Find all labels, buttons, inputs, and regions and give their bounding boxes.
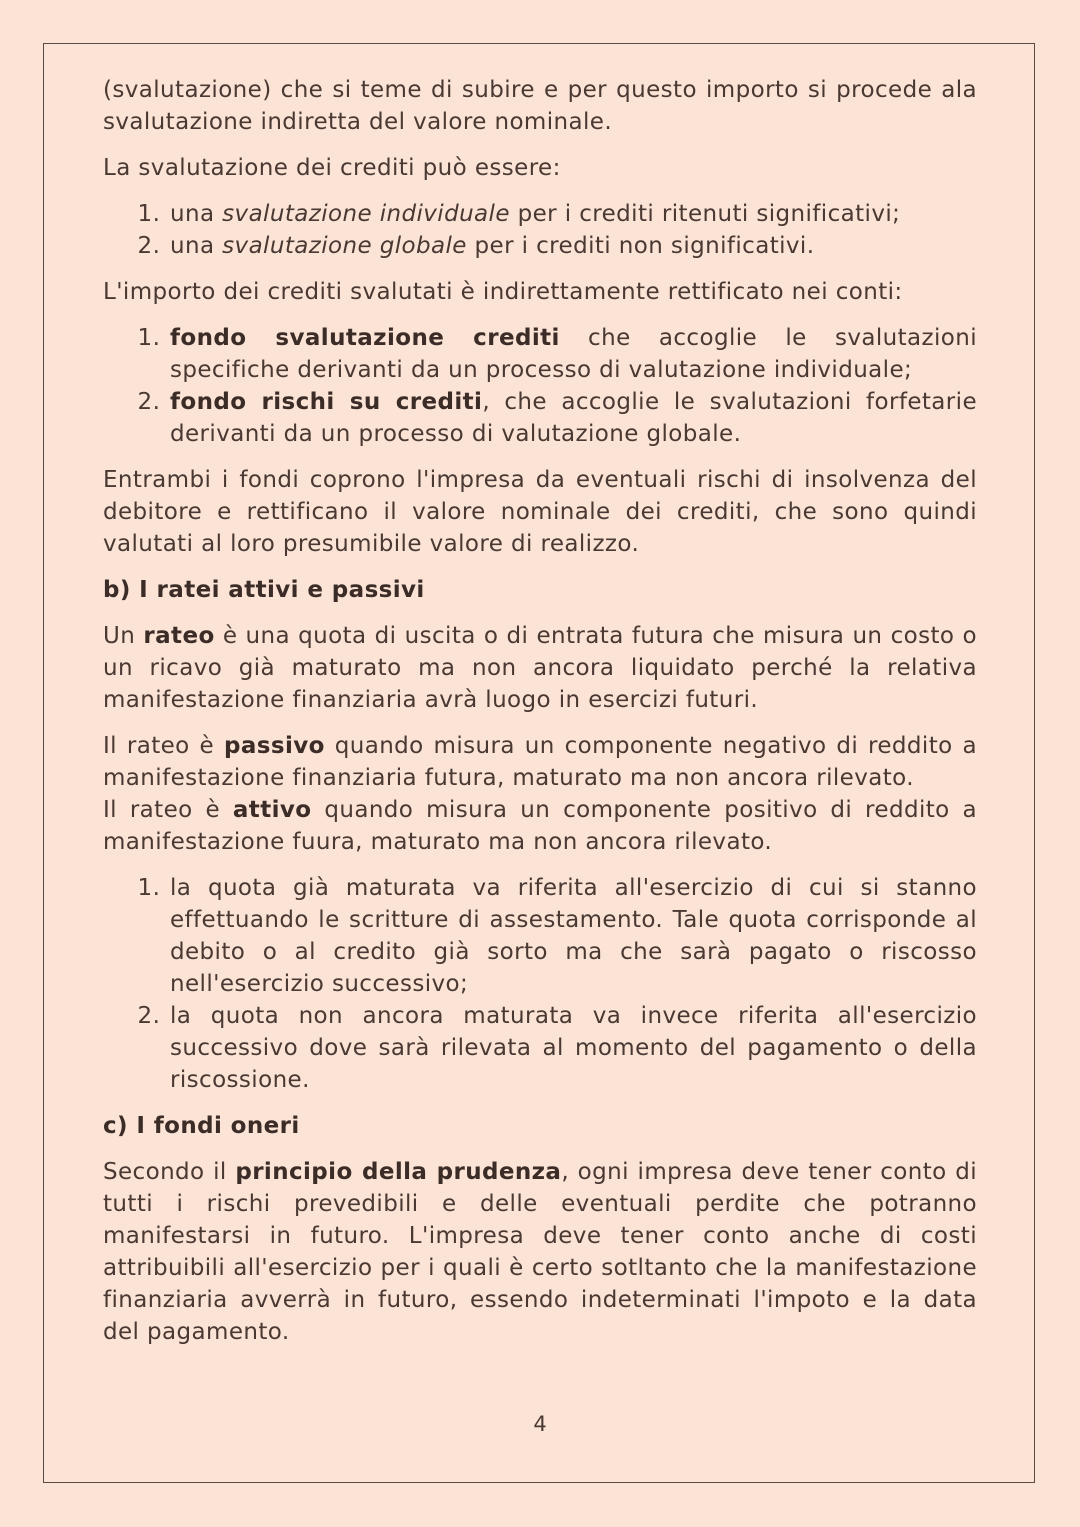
paragraph: Secondo il principio della prudenza, ogni impresa deve tener conto di tutti i rischi prevedibili e delle eventuali perdite che potranno manifestarsi in futuro. L'impresa deve tener conto anche di costi attribuibili all'esercizio per i quali è certo sotltanto che la manifestazione finanziaria avverrà in futuro, essendo indeterminati l'impoto e la data del pagamento.	[103, 1159, 977, 1345]
list-fondi	[103, 322, 977, 450]
section-heading-b: b) I ratei attivi e passivi	[103, 577, 425, 603]
paragraph: Entrambi i fondi coprono l'impresa da eventuali rischi di insolvenza del debitore e rettificano il valore nominale dei crediti, che sono quindi valutati al loro presumibile valore di realizzo.	[103, 467, 977, 557]
paragraph: Il rateo è attivo quando misura un componente positivo di reddito a manifestazione fuura, maturato ma non ancora rilevato.	[103, 797, 977, 855]
list-svalutazione	[103, 198, 977, 262]
document-body	[103, 74, 977, 1362]
paragraph: Un rateo è una quota di uscita o di entrata futura che misura un costo o un ricavo già maturato ma non ancora liquidato perché la relativa manifestazione finanziaria avrà luogo in esercizi futuri.	[103, 623, 977, 713]
paragraph: Il rateo è passivo quando misura un componente negativo di reddito a manifestazione finanziaria futura, maturato ma non ancora rilevato.	[103, 733, 977, 791]
list-item: 1. fondo svalutazione crediti che accoglie le svalutazioni specifiche derivanti da un processo di valutazione individuale;	[168, 322, 977, 386]
paragraph: La svalutazione dei crediti può essere:	[103, 155, 561, 181]
page-number: 4	[533, 1412, 547, 1436]
list-item: 2. fondo rischi su crediti, che accoglie le svalutazioni forfetarie derivanti da un processo di valutazione globale.	[168, 386, 977, 450]
paragraph: (svalutazione) che si teme di subire e per questo importo si procede ala svalutazione indiretta del valore nominale.	[103, 77, 977, 135]
paragraph: L'importo dei crediti svalutati è indirettamente rettificato nei conti:	[103, 279, 903, 305]
list-item: 1. una svalutazione individuale per i crediti ritenuti significativi;	[168, 198, 977, 230]
section-heading-c: c) I fondi oneri	[103, 1113, 300, 1139]
list-item: 2. una svalutazione globale per i crediti non significativi.	[168, 230, 977, 262]
list-ratei	[103, 872, 977, 1096]
list-item: 1. la quota già maturata va riferita all'esercizio di cui si stanno effettuando le scritture di assestamento. Tale quota corrisponde al debito o al credito già sorto ma che sarà pagato o riscosso nell'esercizio successivo;	[168, 872, 977, 1000]
list-item: 2. la quota non ancora maturata va invece riferita all'esercizio successivo dove sarà rilevata al momento del pagamento o della riscossione.	[168, 1000, 977, 1096]
